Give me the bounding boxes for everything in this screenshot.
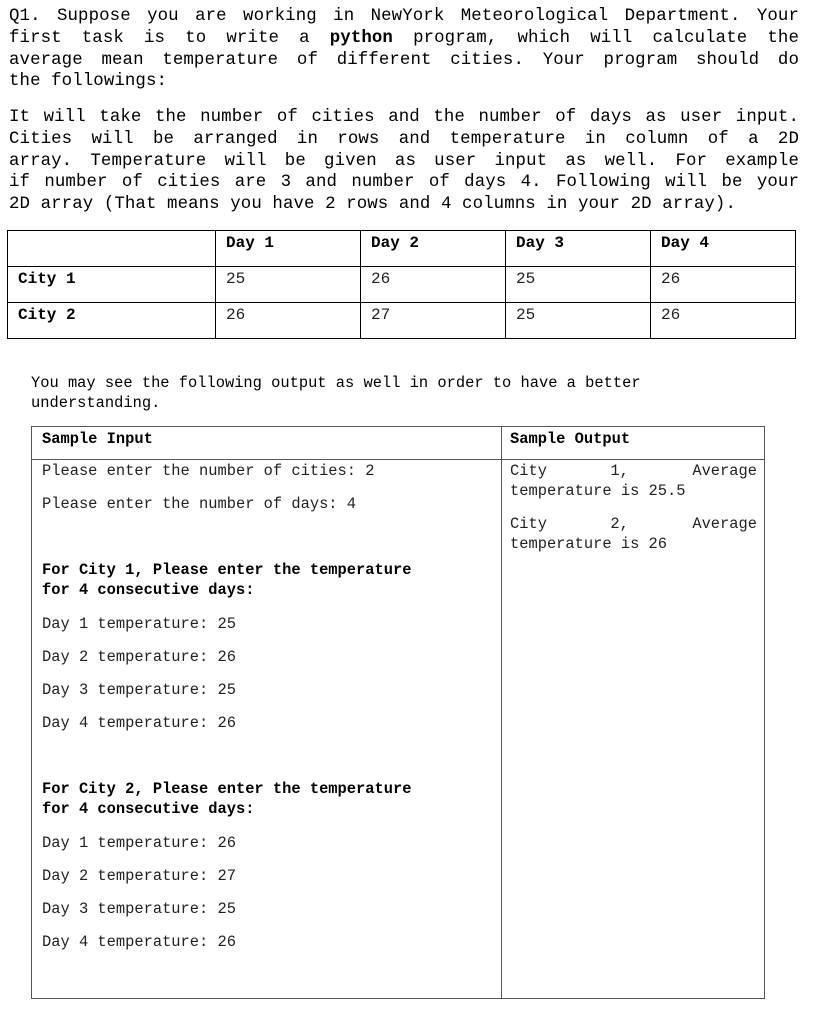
- description-line-3: array. Temperature will be given as user input as well. For example: [9, 151, 799, 171]
- table-row: [8, 303, 796, 339]
- note-line-2: understanding.: [31, 394, 161, 412]
- city-1-prompt-line-2: for 4 consecutive days:: [42, 581, 255, 599]
- city-1-day-2: Day 2 temperature: 26: [42, 648, 236, 666]
- city-2-day-2: Day 2 temperature: 27: [42, 867, 236, 885]
- prompt-days: Please enter the number of days: 4: [42, 495, 357, 513]
- table-corner-cell: [8, 231, 216, 267]
- intro-line-2-pre: first task is to write a: [9, 28, 310, 48]
- sample-column-divider: [501, 427, 502, 998]
- intro-line-2-post: program, which will calculate the: [413, 28, 799, 48]
- note-line-1: You may see the following output as well in order to have a better: [31, 374, 641, 392]
- sample-output-header: Sample Output: [510, 430, 631, 448]
- description-line-2: Cities will be arranged in rows and temperature in column of a 2D: [9, 129, 799, 149]
- table-cell: 26: [651, 303, 796, 339]
- table-cell: 26: [361, 267, 506, 303]
- intro-line-4: the followings:: [9, 72, 168, 92]
- city-1-day-3: Day 3 temperature: 25: [42, 681, 236, 699]
- table-row-label: City 2: [8, 303, 216, 339]
- description-line-5: 2D array (That means you have 2 rows and 4 columns in your 2D array).: [9, 195, 736, 215]
- city-2-prompt-line-2: for 4 consecutive days:: [42, 800, 255, 818]
- sample-input-header: Sample Input: [42, 430, 153, 448]
- city-1-day-1: Day 1 temperature: 25: [42, 615, 236, 633]
- table-header-day-3: Day 3: [506, 231, 651, 267]
- output-city-1-line-2: temperature is 25.5: [510, 482, 686, 500]
- table-cell: 25: [216, 267, 361, 303]
- output-city-1: [510, 461, 757, 501]
- sample-note: [31, 373, 766, 413]
- table-header-day-2: Day 2: [361, 231, 506, 267]
- output-city-2: [510, 514, 757, 554]
- table-cell: 25: [506, 303, 651, 339]
- question-intro: [9, 6, 799, 93]
- description-line-4: if number of cities are 3 and number of days 4. Following will be your: [9, 173, 799, 193]
- city-2-day-3: Day 3 temperature: 25: [42, 900, 236, 918]
- table-cell: 26: [651, 267, 796, 303]
- intro-line-3: average mean temperature of different cities. Your program should do: [9, 50, 799, 70]
- task-description: [9, 107, 799, 216]
- city-1-day-4: Day 4 temperature: 26: [42, 714, 236, 732]
- city-1-prompt-line-1: For City 1, Please enter the temperature: [42, 561, 412, 579]
- intro-line-1: Q1. Suppose you are working in NewYork Meteorological Department. Your: [9, 7, 799, 26]
- python-keyword: python: [329, 28, 393, 48]
- temperature-array-table: [7, 230, 796, 339]
- table-header-day-4: Day 4: [651, 231, 796, 267]
- sample-io-table: [31, 426, 765, 999]
- table-row: [8, 267, 796, 303]
- output-city-2-line-1: City 2, Average: [510, 515, 757, 533]
- city-2-day-4: Day 4 temperature: 26: [42, 933, 236, 951]
- prompt-cities: Please enter the number of cities: 2: [42, 462, 375, 480]
- table-cell: 26: [216, 303, 361, 339]
- intro-line-2: [9, 28, 799, 50]
- city-2-prompt-line-1: For City 2, Please enter the temperature: [42, 780, 412, 798]
- table-cell: 25: [506, 267, 651, 303]
- output-city-1-line-1: City 1, Average: [510, 462, 757, 480]
- table-header-row: [8, 231, 796, 267]
- city-2-day-1: Day 1 temperature: 26: [42, 834, 236, 852]
- description-line-1: It will take the number of cities and the number of days as user input.: [9, 108, 799, 127]
- output-city-2-line-2: temperature is 26: [510, 535, 668, 553]
- table-row-label: City 1: [8, 267, 216, 303]
- table-cell: 27: [361, 303, 506, 339]
- table-header-day-1: Day 1: [216, 231, 361, 267]
